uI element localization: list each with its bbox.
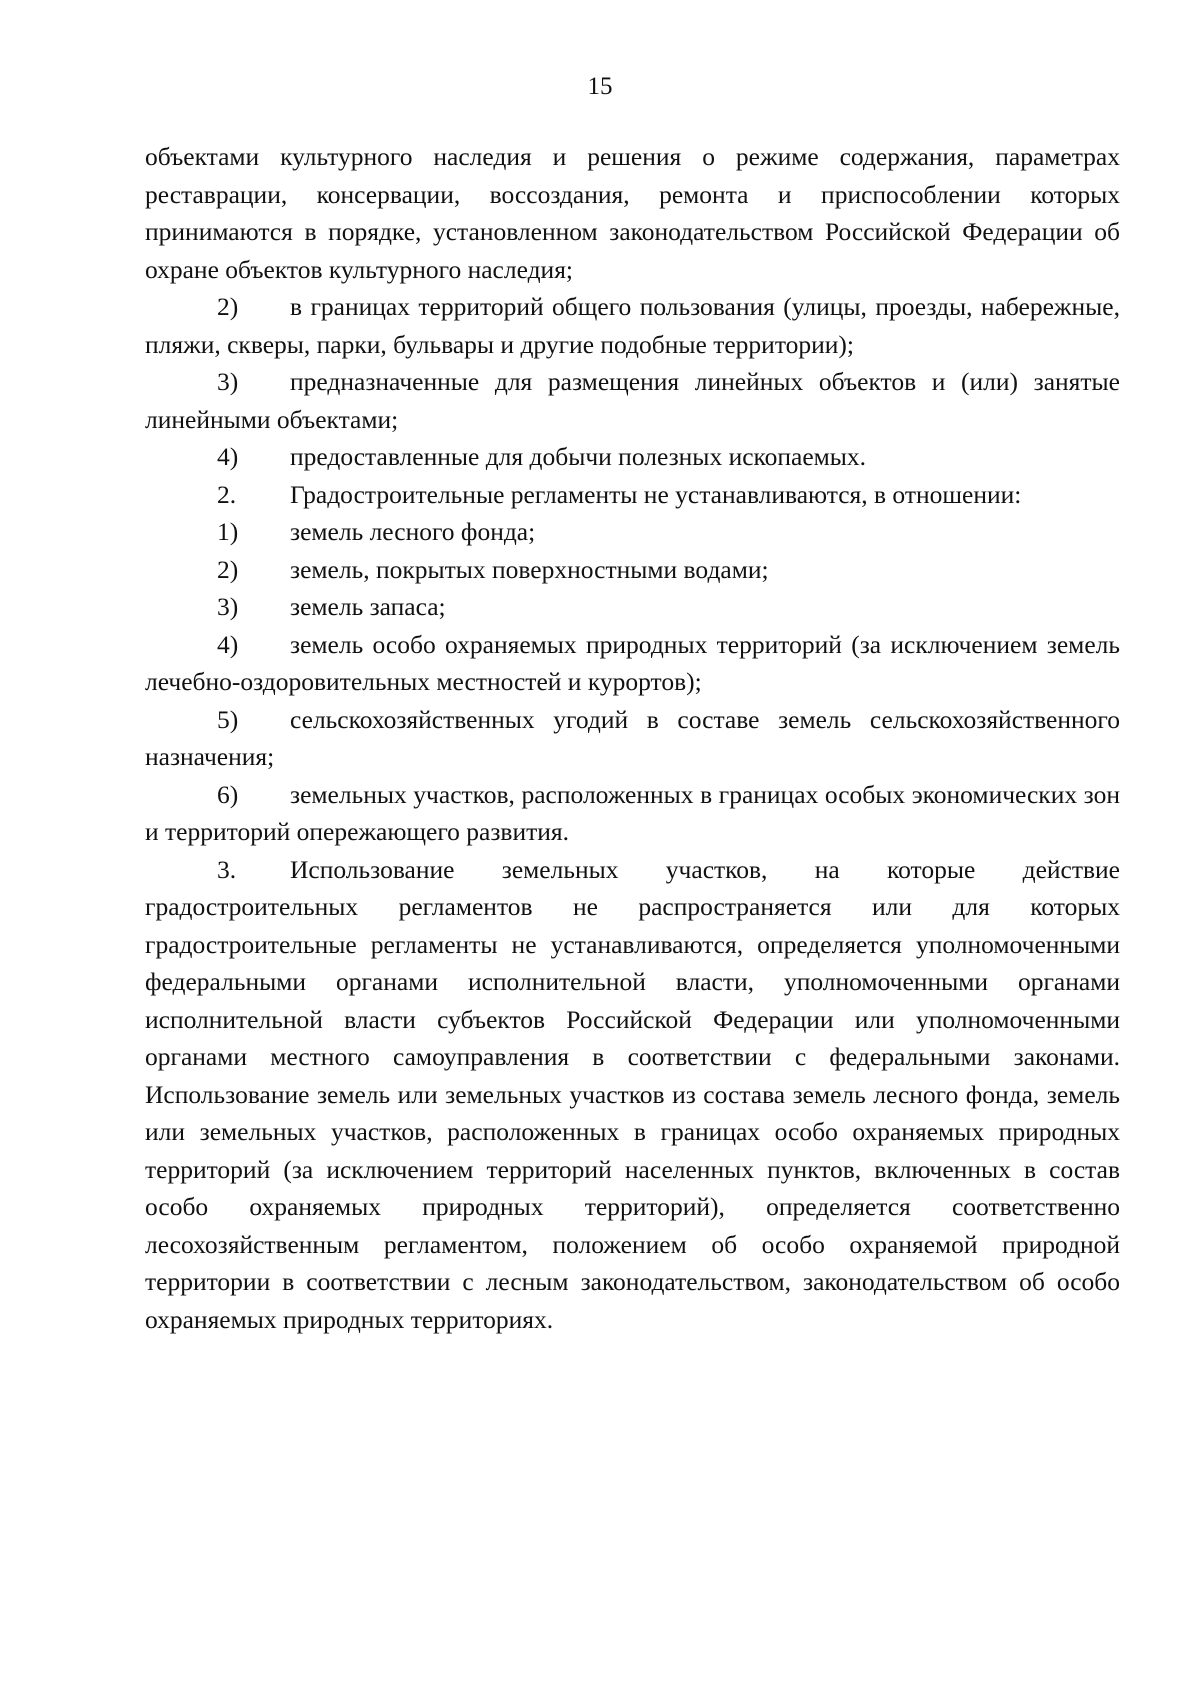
document-body (145, 138, 1120, 1338)
list-item-number: 4) (217, 629, 239, 659)
list-item-text: предназначенные для размещения линейных объектов и (или) занятые линейными объектами; (145, 367, 1120, 434)
list-item (145, 701, 1120, 776)
page-number: 15 (587, 73, 613, 100)
list-item (145, 626, 1120, 701)
list-item-text: предоставленные для добычи полезных ископаемых. (290, 442, 867, 471)
list-item-number: 2) (217, 554, 239, 584)
list-item (145, 288, 1120, 363)
list-item-text: сельскохозяйственных угодий в составе земель сельскохозяйственного назначения; (145, 704, 1120, 771)
paragraph-text: объектами культурного наследия и решения о режиме содержания, параметрах реставрации, консервации, воссоздания, ремонта и приспособлении которых принимаются в порядке, установленном законодательством Российской Федерации об охране объектов культурного наследия; (145, 142, 1120, 284)
list-item (145, 513, 1120, 551)
list-item-number: 2) (217, 292, 239, 321)
list-item (145, 776, 1120, 851)
section-text: Использование земельных участков, на которые действие градостроительных регламентов не распространяется или для которых градостроительные регламенты не устанавливаются, определяется уполномоченными федеральными органами исполнительной власти, уполномоченными органами исполнительной власти субъектов Российской Федерации или уполномоченными органами местного самоуправления в соответствии с федеральными законами. Использование земель или земельных участков из состава земель лесного фонда, земель или земельных участков, расположенных в границах особо охраняемых природных территорий (за исключением территорий населенных пунктов, включенных в состав особо охраняемых природных территорий), определяется соответственно лесохозяйственным регламентом, положением об особо охраняемой природной территории в соответствии с лесным законодательством, законодательством об особо охраняемых природных территориях. (145, 854, 1120, 1334)
section-text: Градостроительные регламенты не устанавливаются, в отношении: (290, 479, 1022, 509)
list-item (145, 551, 1120, 589)
list-item-number: 3) (217, 592, 239, 621)
section-number: 2. (217, 479, 237, 509)
list-item-text: земель лесного фонда; (290, 517, 536, 546)
list-item-number: 3) (217, 367, 239, 396)
paragraph-continuation (145, 138, 1120, 288)
section-number: 3. (217, 854, 237, 884)
list-item-text: земель, покрытых поверхностными водами; (290, 554, 769, 584)
list-item-text: в границах территорий общего пользования (улицы, проезды, набережные, пляжи, скверы, парки, бульвары и другие подобные территории); (145, 292, 1120, 359)
list-item-text: земельных участков, расположенных в границах особых экономических зон и территорий опережающего развития. (145, 779, 1120, 846)
list-item-number: 6) (217, 779, 239, 809)
list-item (145, 363, 1120, 438)
list-item-text: земель особо охраняемых природных территорий (за исключением земель лечебно-оздоровительных местностей и курортов); (145, 629, 1120, 696)
section-paragraph (145, 476, 1120, 514)
list-item-number: 1) (217, 517, 239, 546)
list-item-text: земель запаса; (290, 592, 446, 621)
list-item-number: 4) (217, 442, 239, 471)
section-paragraph (145, 851, 1120, 1339)
list-item (145, 438, 1120, 476)
list-item (145, 588, 1120, 626)
list-item-number: 5) (217, 704, 239, 734)
